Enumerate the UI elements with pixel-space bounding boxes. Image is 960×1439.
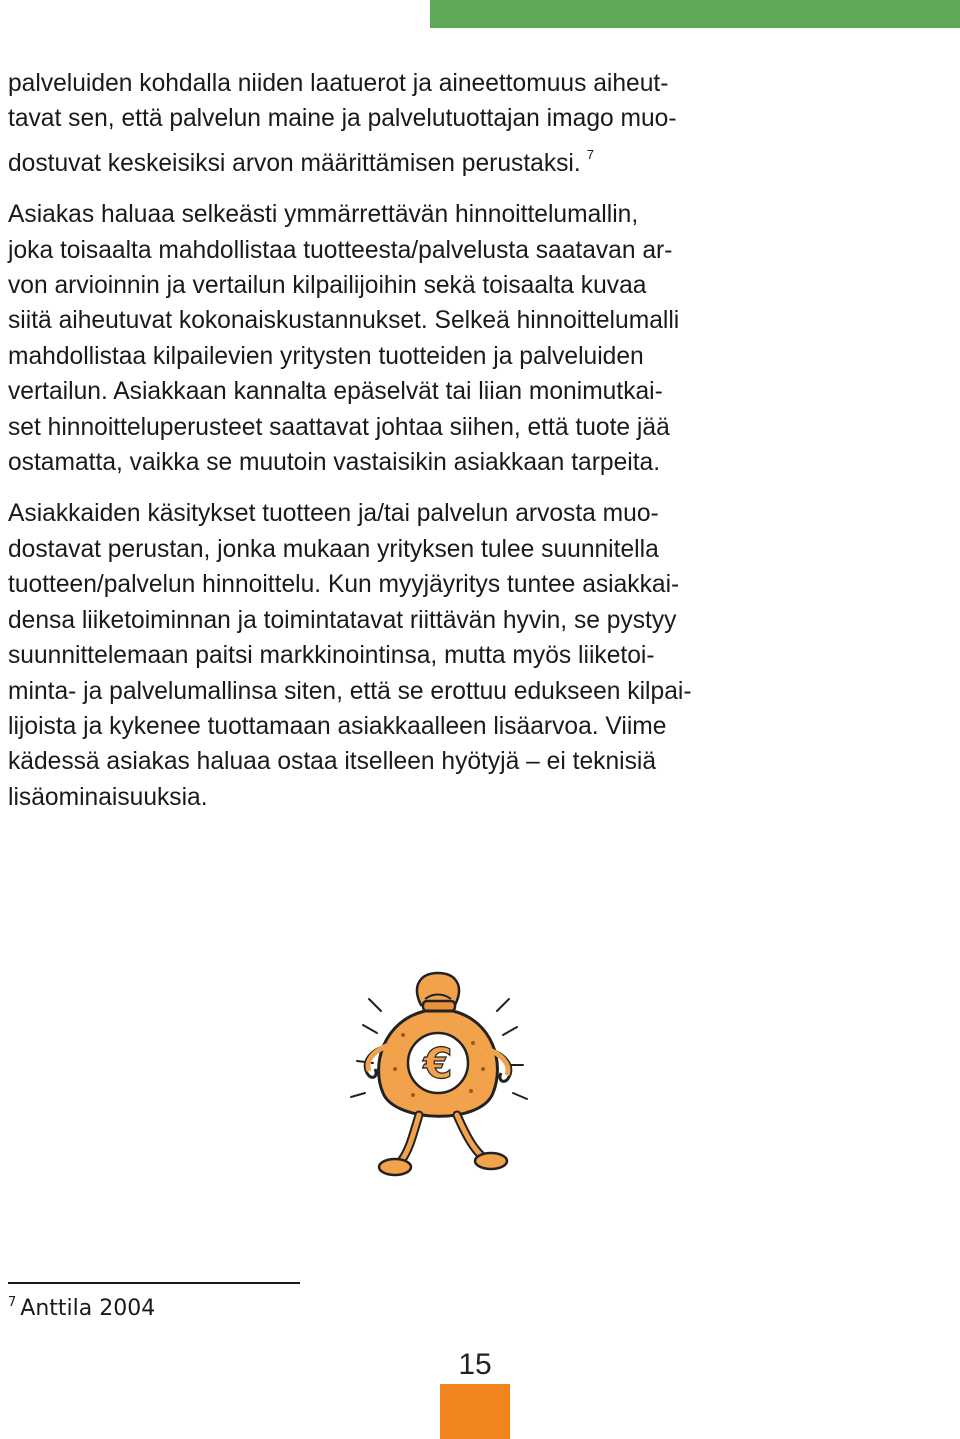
- paragraph-1: [8, 66, 818, 181]
- footnote: [8, 1286, 155, 1326]
- text-line: von arvioinnin ja vertailun kilpailijoihin sekä toisaalta kuvaa: [8, 272, 647, 300]
- euro-money-bag-icon: [343, 965, 533, 1185]
- paragraph-2: [8, 197, 818, 480]
- text-line: tuotteen/palvelun hinnoittelu. Kun myyjäyritys tuntee asiakkai-: [8, 571, 680, 599]
- text-line: siitä aiheutuvat kokonaiskustannukset. Selkeä hinnoittelumalli: [8, 307, 680, 335]
- page-number: 15: [458, 1348, 492, 1381]
- page-number-tab: [440, 1384, 510, 1439]
- footnote-divider: [8, 1282, 300, 1284]
- text-line: lijoista ja kykenee tuottamaan asiakkaalleen lisäarvoa. Viime: [8, 712, 667, 740]
- text-line: Asiakas haluaa selkeästi ymmärrettävän hinnoittelumallin,: [8, 201, 639, 229]
- euro-symbol: €: [423, 1039, 453, 1088]
- text-line: minta- ja palvelumallinsa siten, että se erottuu edukseen kilpai-: [8, 677, 692, 705]
- text-line: lisäominaisuuksia.: [8, 783, 208, 811]
- text-line: joka toisaalta mahdollistaa tuotteesta/palvelusta saatavan ar-: [8, 236, 673, 264]
- text-line: mahdollistaa kilpailevien yritysten tuotteiden ja palveluiden: [8, 342, 644, 370]
- text-line-content: dostuvat keskeisiksi arvon määrittämisen perustaksi.: [8, 149, 581, 177]
- text-line: set hinnoitteluperusteet saattavat johtaa siihen, että tuote jää: [8, 413, 670, 441]
- text-line: palveluiden kohdalla niiden laatuerot ja aineettomuus aiheut-: [8, 70, 669, 97]
- text-line: ostamatta, vaikka se muutoin vastaisikin asiakkaan tarpeita.: [8, 449, 661, 477]
- footnote-text: Anttila 2004: [20, 1296, 156, 1321]
- text-line: Asiakkaiden käsitykset tuotteen ja/tai palvelun arvosta muo-: [8, 500, 659, 528]
- text-line: dostavat perustan, jonka mukaan yrityksen tulee suunnitella: [8, 535, 659, 563]
- text-line: suunnittelemaan paitsi markkinointinsa, mutta myös liiketoi-: [8, 642, 655, 670]
- body-text: [8, 66, 818, 831]
- footnote-number: 7: [8, 1295, 17, 1310]
- paragraph-3: [8, 496, 818, 815]
- text-line: kädessä asiakas haluaa ostaa itselleen hyötyjä – ei teknisiä: [8, 748, 657, 776]
- text-line: tavat sen, että palvelun maine ja palvelutuottajan imago muo-: [8, 105, 677, 133]
- header-accent-bar: [430, 0, 960, 28]
- text-line: vertailun. Asiakkaan kannalta epäselvät tai liian monimutkai-: [8, 378, 663, 406]
- text-line: densa liiketoiminnan ja toimintatavat riittävän hyvin, se pystyy: [8, 606, 677, 634]
- footnote-reference: 7: [586, 146, 594, 162]
- text-line: [8, 137, 818, 181]
